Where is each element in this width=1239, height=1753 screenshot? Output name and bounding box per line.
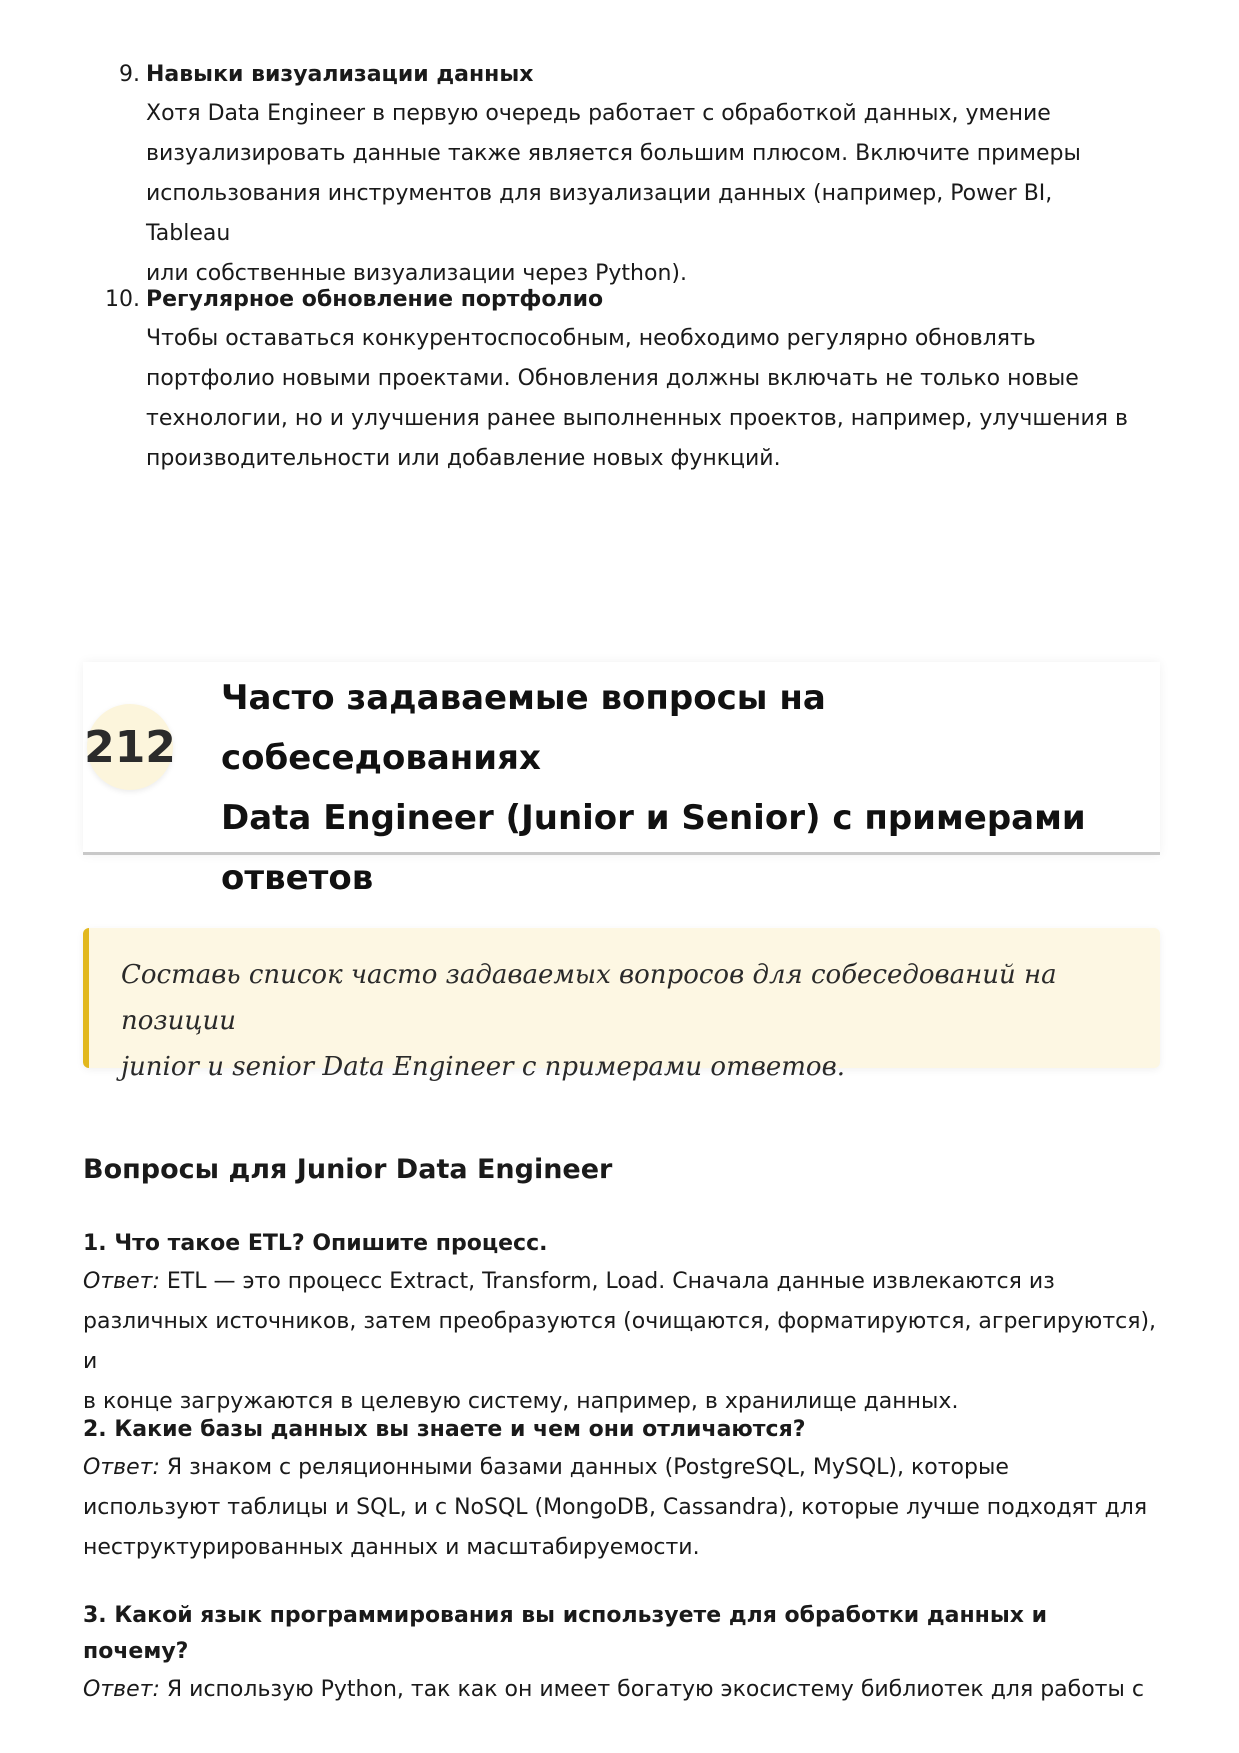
title-line: Data Engineer (Junior и Senior) с примерами (221, 798, 1086, 838)
answer-label: Ответ: (83, 1677, 160, 1702)
text-line: использования инструментов для визуализации данных (например, Power BI, Tableau (146, 181, 1053, 246)
answer-text (83, 1262, 1160, 1422)
text-line: производительности или добавление новых функций. (146, 446, 781, 471)
answer-line: в конце загружаются в целевую систему, например, в хранилище данных. (83, 1389, 959, 1414)
answer-line: Я знаком с реляционными базами данных (PostgreSQL, MySQL), которые (159, 1455, 1009, 1480)
title-line: ответов (221, 858, 374, 898)
answer-line: Я использую Python, так как он имеет богатую экосистему библиотек для работы с (159, 1677, 1144, 1702)
list-item-title: Регулярное обновление портфолио (146, 287, 604, 312)
text-line: или собственные визуализации через Python). (146, 261, 687, 286)
text-line: Хотя Data Engineer в первую очередь работает с обработкой данных, умение (146, 101, 1051, 126)
answer-label: Ответ: (83, 1269, 160, 1294)
answer-line: используют таблицы и SQL, и с NoSQL (MongoDB, Cassandra), которые лучше подходят для (83, 1495, 1148, 1520)
question-item-2 (83, 1412, 1160, 1568)
answer-line: неструктурированных данных и масштабируемости. (83, 1535, 700, 1560)
text-line: технологии, но и улучшения ранее выполненных проектов, например, улучшения в (146, 406, 1128, 431)
answer-line: ETL — это процесс Extract, Transform, Load. Сначала данные извлекаются из (159, 1269, 1055, 1294)
list-number: 9. (119, 62, 140, 87)
numbered-list-item-10 (100, 285, 1140, 479)
prompt-text (121, 952, 1130, 1090)
question-item-1 (83, 1226, 1160, 1422)
numbered-list-item-9 (100, 60, 1140, 294)
question-text: 2. Какие базы данных вы знаете и чем они отличаются? (83, 1417, 806, 1442)
question-text: 3. Какой язык программирования вы используете для обработки данных и почему? (83, 1603, 1048, 1664)
prompt-quote-box (83, 928, 1160, 1082)
quote-line: Составь список часто задаваемых вопросов для собеседований на позиции (121, 960, 1057, 1036)
list-item-title: Навыки визуализации данных (146, 62, 534, 87)
section-number-badge: 212 (87, 704, 173, 790)
question-text: 1. Что такое ETL? Опишите процесс. (83, 1231, 548, 1256)
text-line: портфолио новыми проектами. Обновления должны включать не только новые (146, 366, 1079, 391)
answer-line: различных источников, затем преобразуются (очищаются, форматируются, агрегируются), и (83, 1309, 1157, 1374)
text-line: Чтобы оставаться конкурентоспособным, необходимо регулярно обновлять (146, 326, 1036, 351)
list-number: 10. (105, 287, 140, 312)
section-header (83, 662, 1160, 898)
answer-text (83, 1670, 1160, 1710)
section-title (221, 668, 1141, 908)
answer-text (83, 1448, 1160, 1568)
list-item-body (146, 319, 1140, 479)
list-item-body (146, 94, 1140, 294)
junior-questions-heading: Вопросы для Junior Data Engineer (83, 1154, 613, 1185)
title-line: Часто задаваемые вопросы на собеседованиях (221, 678, 826, 778)
text-line: визуализировать данные также является большим плюсом. Включите примеры (146, 141, 1081, 166)
question-item-3 (83, 1598, 1160, 1710)
quote-line: junior и senior Data Engineer с примерами ответов. (121, 1052, 845, 1082)
answer-label: Ответ: (83, 1455, 160, 1480)
